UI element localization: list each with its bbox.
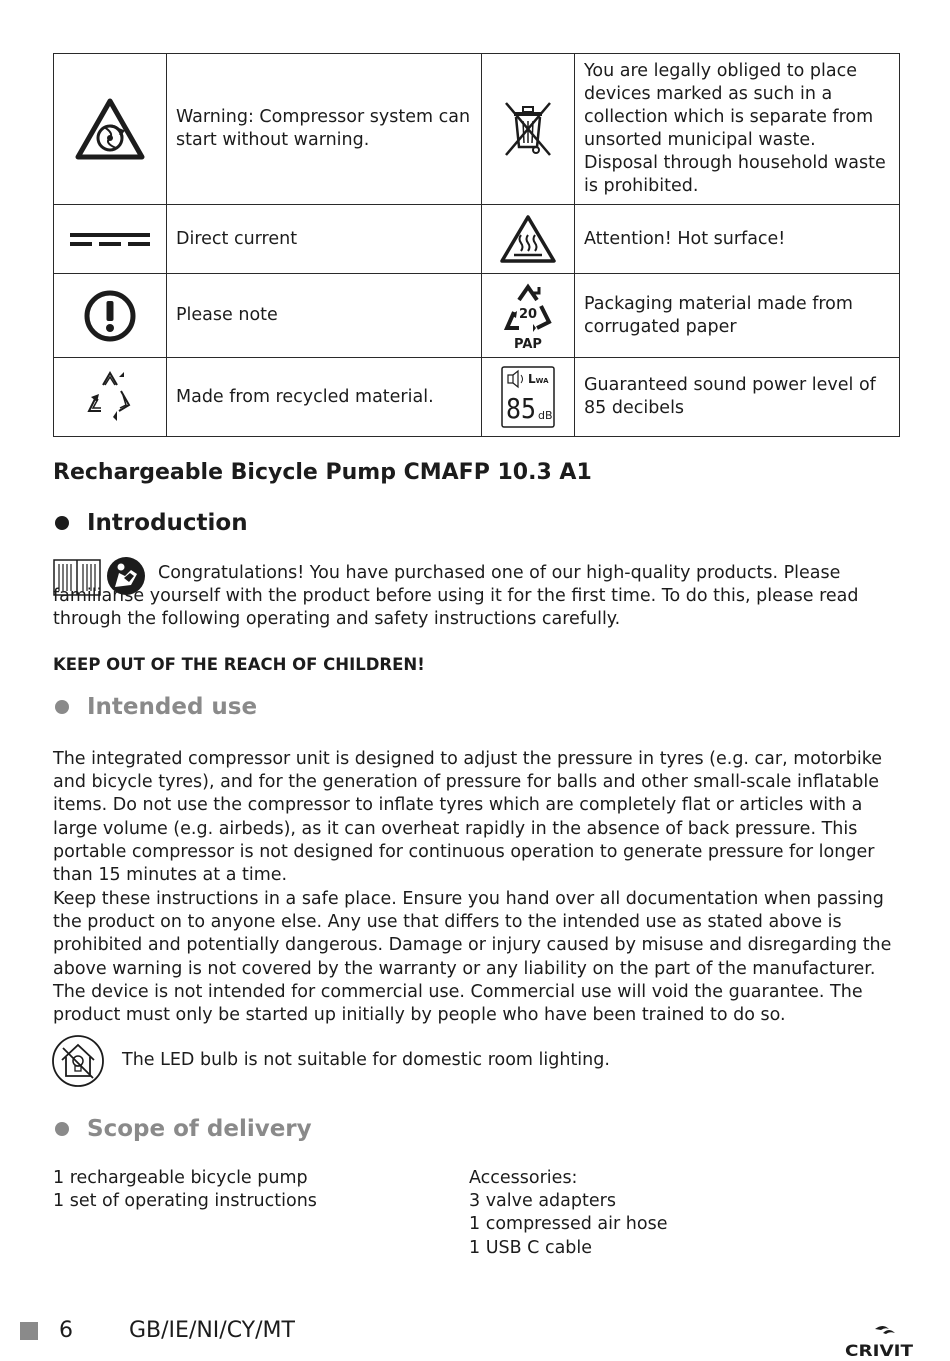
recycling-label-text: PAP <box>514 336 542 352</box>
intended-use-heading <box>53 694 257 720</box>
symbol-description: Packaging material made from corrugated paper <box>575 274 900 358</box>
list-item: 1 rechargeable bicycle pump <box>53 1168 308 1188</box>
language-codes: GB/IE/NI/CY/MT <box>129 1318 295 1343</box>
led-note: The LED bulb is not suitable for domestic room lighting. <box>122 1050 610 1070</box>
bullet-icon <box>55 700 69 714</box>
symbol-description: You are legally obliged to place devices marked as such in a collection which is separate from unsorted municipal waste. Disposal through household waste is prohibited. <box>575 54 900 205</box>
intended-use-paragraph: The integrated compressor unit is designed to adjust the pressure in tyres (e.g. car, motorbike and bicycle tyres), and for the generation of pressure for balls and other small-scale inflatable items. Do not use the compressor to inflate tyres which are completely flat or articles with a large volume (e.g. airbeds), as it can overheat rapidly in the absence of back pressure. This portable compressor is not designed for continuous operation to generate pressure for longer than 15 minutes at a time. <box>53 749 882 886</box>
brand-logo-text: CRIVIT <box>845 1341 914 1360</box>
product-title: Rechargeable Bicycle Pump CMAFP 10.3 A1 <box>53 460 592 485</box>
list-item: 1 USB C cable <box>469 1237 593 1258</box>
symbol-cell <box>482 358 575 437</box>
symbol-cell <box>54 54 167 205</box>
scope-heading-text: Scope of delivery <box>87 1116 312 1142</box>
lwa-main-text: L <box>528 372 536 386</box>
symbol-cell <box>54 205 167 274</box>
page-number: 6 <box>59 1318 73 1343</box>
symbols-row <box>54 358 900 437</box>
symbol-cell <box>482 205 575 274</box>
hot-surface-icon <box>499 213 557 265</box>
bullet-icon <box>55 1122 69 1136</box>
recycled-material-icon <box>79 367 141 427</box>
scope-right-list <box>469 1167 667 1260</box>
list-item: 1 set of operating instructions <box>53 1191 317 1212</box>
symbol-description: Attention! Hot surface! <box>575 205 900 274</box>
brand-logo <box>845 1321 917 1361</box>
please-note-icon <box>82 288 138 344</box>
list-item: 3 valve adapters <box>469 1191 616 1212</box>
footer-marker <box>20 1322 38 1340</box>
symbols-row <box>54 205 900 274</box>
symbol-cell <box>54 358 167 437</box>
svg-text:LWA <box>528 372 549 386</box>
introduction-text: Congratulations! You have purchased one of our high-quality products. Please familiarise yourself with the product before using it for the first time. To do this, please read through the following operating and safety instructions carefully. <box>53 563 859 630</box>
recycling-code-text: 20 <box>518 306 538 322</box>
recycling-pap-icon <box>497 280 559 352</box>
sound-value-text: 85 <box>506 392 536 425</box>
compressor-warning-icon <box>74 97 146 161</box>
symbols-table <box>53 53 900 437</box>
intended-use-heading-text: Intended use <box>87 694 258 720</box>
symbol-description: Made from recycled material. <box>167 358 482 437</box>
symbol-description: Direct current <box>167 205 482 274</box>
accessories-label: Accessories: <box>469 1168 578 1188</box>
bullet-icon <box>55 516 69 530</box>
symbol-description: Please note <box>167 274 482 358</box>
symbol-cell <box>482 274 575 358</box>
no-room-lighting-icon <box>51 1034 105 1088</box>
introduction-heading-text: Introduction <box>87 510 248 536</box>
symbols-row <box>54 54 900 205</box>
list-item: 1 compressed air hose <box>469 1214 668 1235</box>
introduction-heading <box>53 510 248 536</box>
symbol-cell <box>54 274 167 358</box>
lwa-sub-text: WA <box>535 377 549 385</box>
symbol-description: Warning: Compressor system can start without warning. <box>167 54 482 205</box>
direct-current-icon <box>68 229 152 249</box>
sound-unit-text: dB <box>538 409 553 422</box>
symbol-description: Guaranteed sound power level of 85 decibels <box>575 358 900 437</box>
symbol-cell <box>482 54 575 205</box>
intended-use-paragraph: Keep these instructions in a safe place. Ensure you hand over all documentation when passing the product on to anyone else. Any use that differs to the intended use as stated above is prohibited and potentially dangerous. Damage or injury caused by misuse and disregarding the above warning is not covered by the warranty or any liability on the part of the manufacturer. The device is not intended for commercial use. Commercial use will void the guarantee. The product must only be started up initially by people who have been trained to do so. <box>53 889 892 1026</box>
crossed-bin-icon <box>500 99 556 159</box>
scope-left-list <box>53 1167 317 1213</box>
symbols-row <box>54 274 900 358</box>
child-warning: KEEP OUT OF THE REACH OF CHILDREN! <box>53 655 425 674</box>
scope-heading <box>53 1116 312 1142</box>
sound-power-icon <box>501 366 555 428</box>
